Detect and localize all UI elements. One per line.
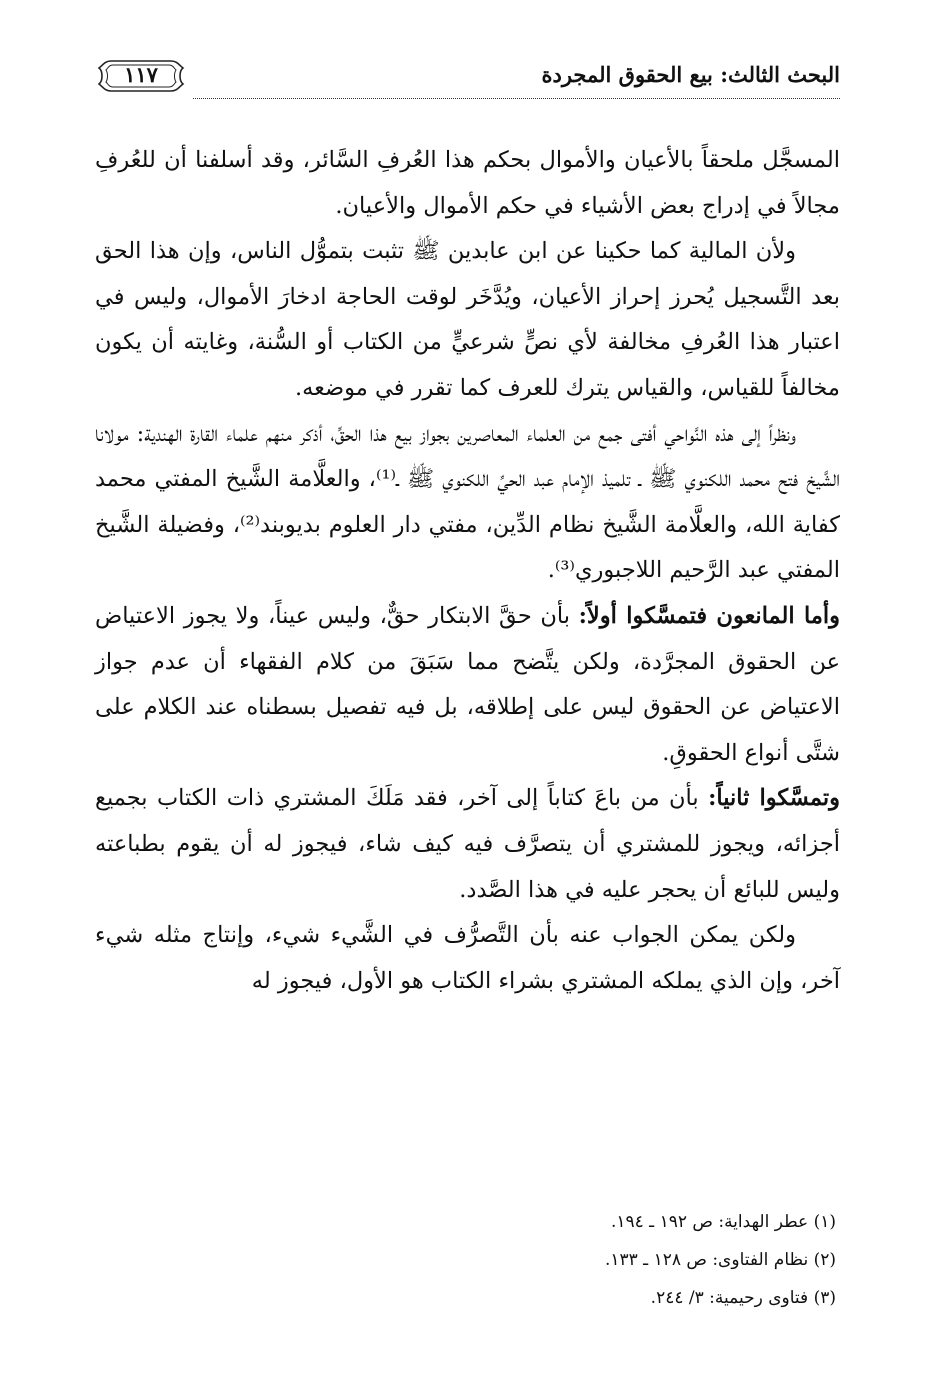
footnote-1: (١) عطر الهداية: ص ١٩٢ ـ ١٩٤. xyxy=(610,1212,836,1232)
paragraph-2: ولأن المالية كما حكينا عن ابن عابدين ﷺ تثبت بتموُّل الناس، وإن هذا الحق بعد التَّسجيل يُحرز إحراز الأعيان، ويُدَّخَر لوقت الحاجة ادخارَ الأموال، وليس في اعتبار هذا العُرفِ مخالفة لأي نصٍّ شرعيٍّ من الكتاب أو السُّنة، وغايته أن يكون مخالفاً للقياس، والقياس يترك للعرف كما تقرر في موضعه. xyxy=(95,238,840,401)
paragraph-6: ولكن يمكن الجواب عنه بأن التَّصرُّف في الشَّيء شيء، وإنتاج مثله شيء آخر، وإن الذي يملكه المشتري بشراء الكتاب هو الأول، فيجوز له xyxy=(95,922,840,994)
running-title: البحث الثالث: بيع الحقوق المجردة xyxy=(541,62,840,87)
paragraph-1: المسجَّل ملحقاً بالأعيان والأموال بحكم هذا العُرفِ السَّائر، وقد أسلفنا أن للعُرفِ مجالاً في إدراج بعض الأشياء في حكم الأموال والأعيان. xyxy=(95,147,840,219)
paragraph-4-text: بأن حقَّ الابتكار حقٌّ، وليس عيناً، ولا يجوز الاعتياض عن الحقوق المجرَّدة، ولكن يتَّضح مما سَبَقَ من كلام الفقهاء أن عدم جواز الاعتياض عن الحقوق ليس على إطلاقه، بل فيه تفصيل بسطناه عند الكلام على شتَّى أنواع الحقوقِ. xyxy=(95,602,840,766)
paragraph-5-text: بأن من باعَ كتاباً إلى آخر، فقد مَلَكَ المشتري ذات الكتاب بجميع أجزائه، ويجوز للمشتري أن يتصرَّف فيه كيف شاء، فيجوز له أن يقوم بطباعته وليس للبائع أن يحجر عليه في هذا الصَّدد. xyxy=(95,785,840,903)
page-number-badge xyxy=(95,56,187,96)
footnote-2: (٢) نظام الفتاوى: ص ١٢٨ ـ ١٣٣. xyxy=(604,1250,836,1270)
paragraph-5 xyxy=(95,776,840,913)
page-number: ١١٧ xyxy=(124,62,158,87)
paragraph-5-lead: وتمسَّكوا ثانياً: xyxy=(708,785,840,812)
paragraph-3: ونظراً إلى هذه النَّواحي أفتى جمع من العلماء المعاصرين بجواز بيع هذا الحقِّ، أذكر منهم علماء القارة الهندية: مولانا الشَّيخ فتح محمد اللكنوي ﷺ ـ تلميذ الإمام عبد الحيِّ اللكنوي ﷺ ـ⁽¹⁾، والعلَّامة الشَّيخ المفتي محمد كفاية الله، والعلَّامة الشَّيخ نظام الدِّين، مفتي دار العلوم بديوبند⁽²⁾، وفضيلة الشَّيخ المفتي عبد الرَّحيم اللاجبوري⁽³⁾. xyxy=(95,420,840,584)
paragraph-4 xyxy=(95,594,840,776)
main-text xyxy=(95,138,840,1004)
paragraph-4-lead: وأما المانعون فتمسَّكوا أولاً: xyxy=(578,602,840,629)
footnote-3: (٣) فتاوى رحيمية: ٣/ ٢٤٤. xyxy=(650,1288,836,1308)
header-rule xyxy=(193,98,840,99)
footnotes xyxy=(95,1203,840,1317)
page-header xyxy=(95,56,840,102)
